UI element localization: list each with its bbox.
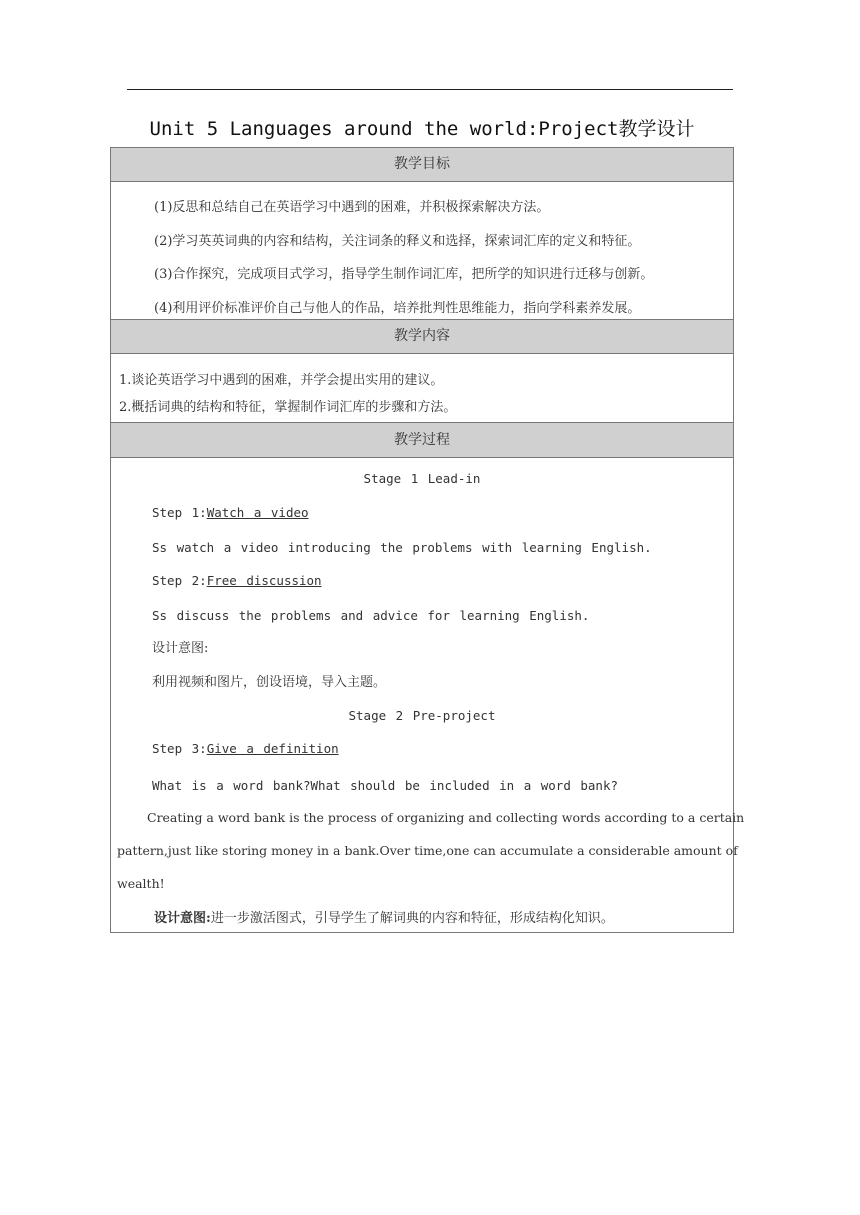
step-title: Watch a video	[206, 505, 309, 520]
paragraph-line: wealth!	[117, 876, 165, 891]
content-item: 2.概括词典的结构和特征，掌握制作词汇库的步骤和方法。	[119, 400, 457, 415]
step-question: What is a word bank?What should be included in a word bank?	[152, 778, 619, 793]
content-item: 1.谈论英语学习中遇到的困难，并学会提出实用的建议。	[119, 373, 444, 388]
intent-label: 设计意图:	[154, 911, 211, 926]
objective-item: (4)利用评价标准评价自己与他人的作品，培养批判性思维能力，指向学科素养发展。	[154, 301, 641, 316]
step-heading	[152, 573, 322, 588]
paragraph-line: pattern,just like storing money in a bank.Over time,one can accumulate a considerable amount of	[117, 843, 738, 858]
content-heading: 教学内容	[111, 320, 733, 354]
objective-item: (2)学习英英词典的内容和结构，关注词条的释义和选择，探索词汇库的定义和特征。	[154, 234, 641, 249]
intent-text: 进一步激活图式，引导学生了解词典的内容和特征，形成结构化知识。	[210, 911, 614, 926]
objectives-heading: 教学目标	[111, 148, 733, 182]
step-heading	[152, 741, 339, 756]
step-title: Give a definition	[206, 741, 339, 756]
step-prefix: Step 3:	[152, 741, 207, 756]
header-rule	[127, 89, 733, 90]
document-title: Unit 5 Languages around the world:Project教学设计	[149, 118, 695, 140]
step-text: Ss discuss the problems and advice for learning English.	[152, 608, 590, 623]
stage-title: Stage 1 Lead-in	[363, 471, 481, 486]
intent-label: 设计意图:	[152, 641, 209, 656]
step-prefix: Step 1:	[152, 505, 207, 520]
process-heading: 教学过程	[111, 423, 733, 458]
intent-row	[154, 907, 614, 926]
objective-item: (3)合作探究，完成项目式学习，指导学生制作词汇库，把所学的知识进行迁移与创新。	[154, 267, 654, 282]
objectives-section	[111, 182, 733, 320]
lesson-plan-table	[110, 147, 745, 933]
paragraph-line: Creating a word bank is the process of organizing and collecting words according to a certain	[147, 810, 745, 825]
step-prefix: Step 2:	[152, 573, 207, 588]
objective-item: (1)反思和总结自己在英语学习中遇到的困难，并积极探索解决方法。	[154, 200, 550, 215]
step-title: Free discussion	[206, 573, 322, 588]
intent-text: 利用视频和图片，创设语境，导入主题。	[152, 675, 387, 690]
stage-title: Stage 2 Pre-project	[348, 708, 496, 723]
content-section	[111, 354, 733, 423]
process-section	[111, 458, 745, 932]
step-heading	[152, 505, 309, 520]
step-text: Ss watch a video introducing the problems with learning English.	[152, 540, 652, 555]
